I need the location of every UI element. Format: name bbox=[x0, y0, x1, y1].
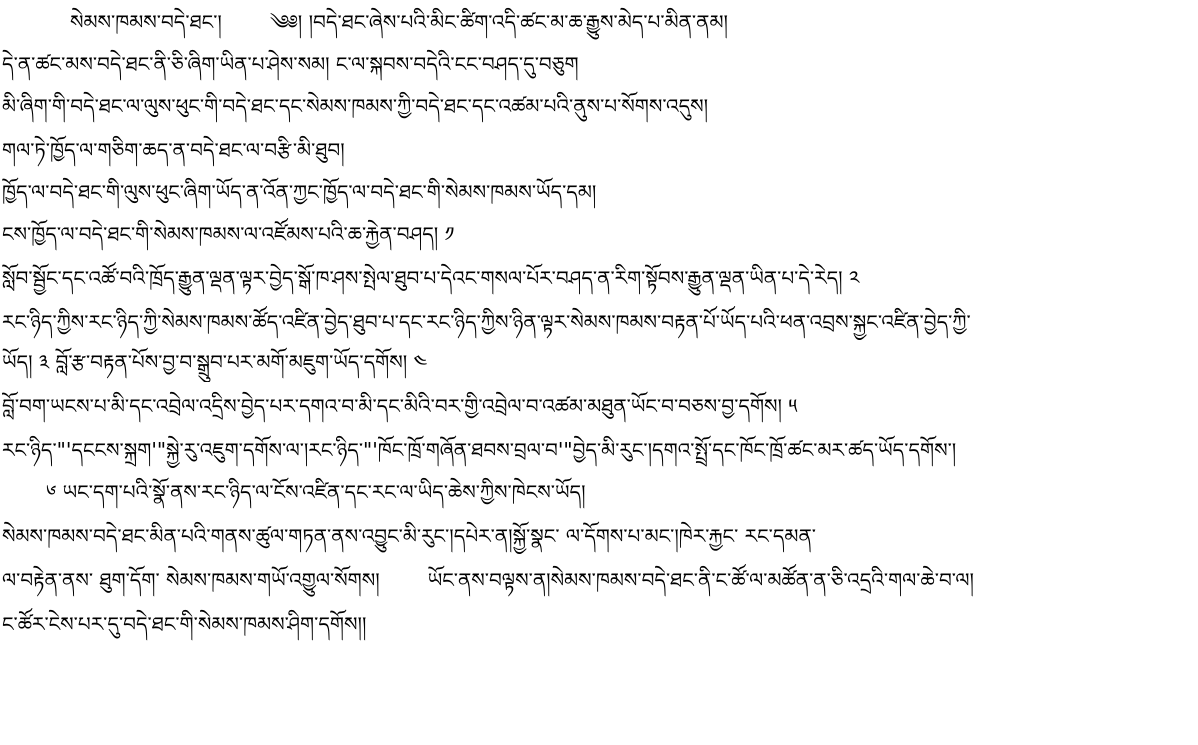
text-line-12: ༦ ཡང་དག་པའི་སྣོ་ནས་རང་ཉིད་ལ་ངོས་འཛིན་དང་རང་ལ་ཡིད་ཆེས་ཀྱིས་ཁེངས་ཡོད། bbox=[46, 480, 586, 504]
text-line-9: ཡོད། ༣ བློ་རྩ་བརྟན་པོས་བྱ་བ་སྒྲུབ་པར་མགོ་མཇུག་ཡོད་དགོས། ༤ bbox=[2, 350, 428, 374]
text-line-15: ང་ཚོར་ངེས་པར་དུ་བདེ་ཐང་གི་སེམས་ཁམས་ཤིག་དགོས།། bbox=[2, 612, 367, 636]
text-line-14-part-b: ཡོང་ནས་བལྟས་ན།སེམས་ཁམས་བདེ་ཐང་ནི་ང་ཚོ་ལ་མཚོན་ན་ཅི་འདྲའི་གལ་ཆེ་བ་ལ། bbox=[427, 568, 974, 592]
text-line-3: མི་ཞིག་གི་བདེ་ཐང་ལ་ལུས་ཕུང་གི་བདེ་ཐང་དང་སེམས་ཁམས་ཀྱི་བདེ་ཐང་དང་འཚམ་པའི་ནུས་པ་སོགས་འདུས། bbox=[2, 94, 709, 118]
text-line-11: རང་ཉིད་"'དངངས་སྐྲག'"སྐྱེ་རུ་འཇུག་དགོས་ལ་།རང་ཉིད་"'ཁོང་ཁྲོ་གཞོན་ཐབས་བྲལ་བ'"བྱེད་མི་རུང་།དགའ་སྤྲོ་དང་ཁོང་ཁྲོ་ཚང་མར་ཚད་ཡོད་དགོས་། bbox=[2, 438, 957, 462]
text-line-10: བློ་བག་ཡངས་པ་མི་དང་འབྲེལ་འདྲིས་བྱེད་པར་དགའ་བ་མི་དང་མིའི་བར་གྱི་འབྲེལ་བ་འཚམ་མཐུན་ཡོང་བ་བཅས་བྱ་དགོས། ༥ bbox=[2, 394, 798, 418]
text-line-13: སེམས་ཁམས་བདེ་ཐང་མིན་པའི་གནས་ཚུལ་གཏན་ནས་འབྱུང་མི་རུང་།དཔེར་ན།སྐྱོ་སྣང་ ལ་དོགས་པ་མང་།ཁེར་རྐྱང་ རང་དམན་ bbox=[2, 524, 816, 548]
text-line-6: ངས་ཁྱོད་ལ་བདེ་ཐང་གི་སེམས་ཁམས་ལ་འཛོམས་པའི་ཆ་རྐྱེན་བཤད། ༡ bbox=[2, 222, 455, 246]
text-line-14-part-a: ལ་བརྟེན་ནས་ ཐུག་དོག་ སེམས་ཁམས་གཡོ་འགྱུལ་སོགས། bbox=[2, 568, 380, 592]
text-line-7: སློབ་སྦྱོང་དང་འཚོ་བའི་ཁྲོད་རྒྱུན་ལྡན་ལྟར་བྱེད་སྒོ་ཁ་ཤས་སྤེལ་ཐུབ་པ་དེའང་གསལ་པོར་བཤད་ན་རིག་སྟོབས་རྒྱུན་ལྡན་ཡིན་པ་དེ་རེད། ༢ bbox=[2, 266, 860, 290]
text-line-8: རང་ཉིད་ཀྱིས་རང་ཉིད་ཀྱི་སེམས་ཁམས་ཚོད་འཛིན་བྱེད་ཐུབ་པ་དང་རང་ཉིད་ཀྱིས་ཉིན་ལྟར་སེམས་ཁམས་བརྟན་པོ་ཡོད་པའི་ཕན་འབྲས་སྐྱང་འཛིན་བྱེད་ཀྱི་ bbox=[2, 310, 971, 334]
text-line-1-body: ༄༅། །བདེ་ཐང་ཞེས་པའི་མིང་ཚིག་འདི་ཚང་མ་ཆ་རྒྱུས་མེད་པ་མིན་ནམ། bbox=[269, 10, 728, 34]
document-title: སེམས་ཁམས་བདེ་ཐང་། bbox=[70, 10, 222, 34]
text-line-4: གལ་ཏེ་ཁྱོད་ལ་གཅིག་ཆད་ན་བདེ་ཐང་ལ་བརྩི་མི་ཐུབ། bbox=[2, 138, 345, 162]
text-line-1 bbox=[70, 6, 1198, 42]
text-line-2: དེ་ན་ཚང་མས་བདེ་ཐང་ནི་ཅི་ཞིག་ཡིན་པ་ཤེས་སམ། ང་ལ་སྐབས་བདེའི་ངང་བཤད་དུ་བཅུག bbox=[2, 52, 579, 76]
text-line-14 bbox=[2, 564, 1196, 600]
text-line-5: ཁྱོད་ལ་བདེ་ཐང་གི་ལུས་ཕུང་ཞིག་ཡོད་ན་འོན་ཀྱང་ཁྱོད་ལ་བདེ་ཐང་གི་སེམས་ཁམས་ཡོད་དམ། bbox=[2, 180, 597, 204]
